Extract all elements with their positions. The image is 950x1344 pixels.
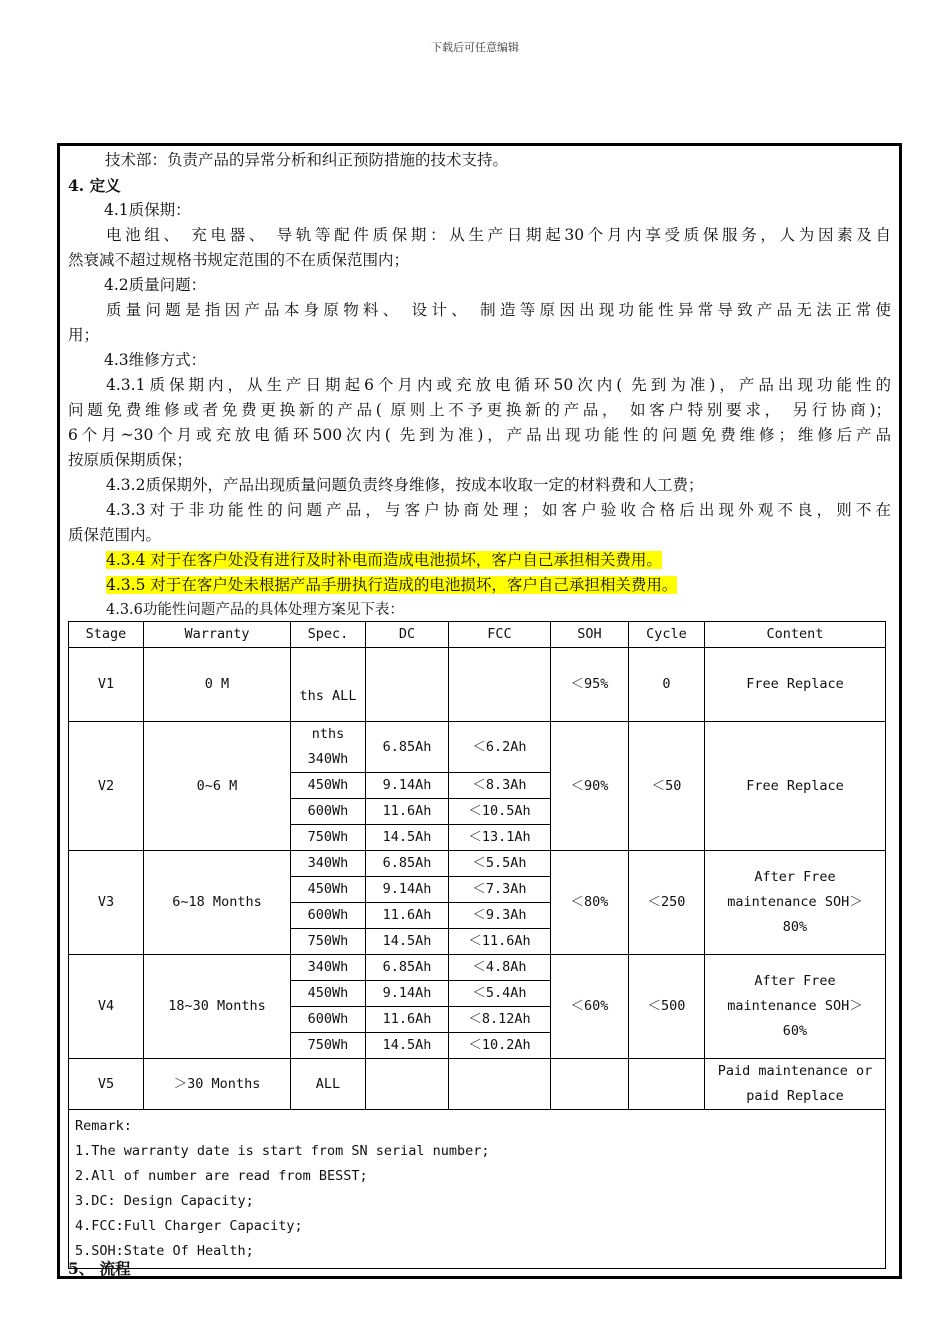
- content-cell: Free Replace: [705, 648, 886, 722]
- fcc-cell: [449, 648, 551, 722]
- soh-cell: ＜60%: [551, 955, 629, 1059]
- warranty-cell: ＞30 Months: [144, 1059, 291, 1110]
- table-header: DC: [366, 622, 449, 648]
- spec-cell: 340Wh: [291, 955, 366, 981]
- subheading-4-1: 4.1质保期：: [104, 201, 191, 219]
- fcc-cell: ＜10.2Ah: [449, 1033, 551, 1059]
- fcc-cell: ＜11.6Ah: [449, 929, 551, 955]
- paragraph-4-2-line2: 用；: [68, 326, 100, 344]
- section-4-heading: 4. 定义: [68, 176, 121, 195]
- dc-cell: 14.5Ah: [366, 825, 449, 851]
- paragraph-4-3-3-line2: 质保范围内。: [68, 526, 162, 544]
- cycle-cell: ＜500: [629, 955, 705, 1059]
- paragraph-4-3-1-line4: 按原质保期质保；: [68, 451, 193, 469]
- stage-cell: V3: [69, 851, 144, 955]
- section-5-heading: 5、 流程: [68, 1259, 131, 1278]
- paragraph-4-3-1-line2: 问题免费维修或者免费更换新的产品( 原则上不予更换新的产品， 如客户特别要求， 另行协商)；: [68, 401, 891, 419]
- spec-cell: 450Wh: [291, 877, 366, 903]
- dc-cell: 6.85Ah: [366, 955, 449, 981]
- paragraph-4-3-4: [106, 548, 662, 573]
- dc-cell: [366, 1059, 449, 1110]
- highlight-4-3-4: 4.3.4 对于在客户处没有进行及时补电而造成电池损坏，客户自己承担相关费用。: [106, 551, 662, 569]
- dc-cell: 9.14Ah: [366, 981, 449, 1007]
- table-row: [69, 648, 886, 722]
- fcc-cell: ＜10.5Ah: [449, 799, 551, 825]
- fcc-cell: ＜8.12Ah: [449, 1007, 551, 1033]
- fcc-cell: ＜8.3Ah: [449, 773, 551, 799]
- remark-cell: [69, 1110, 886, 1269]
- dc-cell: 14.5Ah: [366, 1033, 449, 1059]
- content-cell: Paid maintenance or paid Replace: [705, 1059, 886, 1110]
- spec-cell: 750Wh: [291, 1033, 366, 1059]
- fcc-cell: ＜13.1Ah: [449, 825, 551, 851]
- remark-item: 2.All of number are read from BESST;: [75, 1168, 368, 1184]
- spec-cell: ths ALL: [291, 648, 366, 722]
- dc-cell: 6.85Ah: [366, 722, 449, 773]
- table-row: [69, 851, 886, 877]
- remark-title: Remark:: [75, 1118, 132, 1134]
- paragraph-4-3-1-line1: 4.3.1质保期内，从生产日期起6个月内或充放电循环50次内( 先到为准)，产品出现功能性的: [106, 376, 891, 394]
- paragraph-4-1-line2: 然衰减不超过规格书规定范围的不在质保范围内；: [68, 251, 410, 269]
- table-header: Cycle: [629, 622, 705, 648]
- paragraph-4-3-1-line3: 6个月~30个月或充放电循环500次内( 先到为准)，产品出现功能性的问题免费维修；维修后产品: [68, 426, 891, 444]
- dc-cell: 11.6Ah: [366, 799, 449, 825]
- remark-row: [69, 1110, 886, 1269]
- spec-cell: 750Wh: [291, 825, 366, 851]
- paragraph-4-1-line1: 电池组、 充电器、 导轨等配件质保期：从生产日期起30个月内享受质保服务，人为因素及自: [106, 226, 891, 244]
- remark-item: 4.FCC:Full Charger Capacity;: [75, 1218, 303, 1234]
- spec-cell: 600Wh: [291, 799, 366, 825]
- spec-cell: nths 340Wh: [291, 722, 366, 773]
- dc-cell: 11.6Ah: [366, 903, 449, 929]
- warranty-table: [68, 621, 886, 1269]
- cycle-cell: [629, 1059, 705, 1110]
- soh-cell: ＜90%: [551, 722, 629, 851]
- fcc-cell: ＜5.5Ah: [449, 851, 551, 877]
- stage-cell: V5: [69, 1059, 144, 1110]
- table-header: Stage: [69, 622, 144, 648]
- subheading-4-2: 4.2质量问题：: [104, 276, 207, 294]
- spec-cell: ALL: [291, 1059, 366, 1110]
- table-header: SOH: [551, 622, 629, 648]
- paragraph-4-3-2: 4.3.2质保期外，产品出现质量问题负责终身维修，按成本收取一定的材料费和人工费；: [106, 476, 704, 494]
- content-cell: Free Replace: [705, 722, 886, 851]
- warranty-cell: 0 M: [144, 648, 291, 722]
- remark-item: 5.SOH:State Of Health;: [75, 1243, 254, 1259]
- paragraph-tech-dept: 技术部：负责产品的异常分析和纠正预防措施的技术支持。: [105, 151, 509, 169]
- subheading-4-3: 4.3维修方式：: [104, 351, 207, 369]
- dc-cell: [366, 648, 449, 722]
- soh-cell: ＜80%: [551, 851, 629, 955]
- table-header: FCC: [449, 622, 551, 648]
- warranty-cell: 6~18 Months: [144, 851, 291, 955]
- soh-cell: [551, 1059, 629, 1110]
- table-header: Spec.: [291, 622, 366, 648]
- dc-cell: 11.6Ah: [366, 1007, 449, 1033]
- fcc-cell: [449, 1059, 551, 1110]
- paragraph-4-3-3-line1: 4.3.3对于非功能性的问题产品，与客户协商处理；如客户验收合格后出现外观不良，则不在: [106, 501, 891, 519]
- table-row: [69, 955, 886, 981]
- spec-cell: 450Wh: [291, 981, 366, 1007]
- dc-cell: 14.5Ah: [366, 929, 449, 955]
- remark-item: 1.The warranty date is start from SN serial number;: [75, 1143, 490, 1159]
- table-row: [69, 1059, 886, 1110]
- cycle-cell: ＜50: [629, 722, 705, 851]
- warranty-cell: 0~6 M: [144, 722, 291, 851]
- table-row: [69, 722, 886, 773]
- fcc-cell: ＜9.3Ah: [449, 903, 551, 929]
- table-header: Warranty: [144, 622, 291, 648]
- highlight-4-3-5: 4.3.5 对于在客户处未根据产品手册执行造成的电池损坏，客户自己承担相关费用。: [106, 576, 678, 594]
- content-cell: After Free maintenance SOH＞60%: [705, 955, 886, 1059]
- dc-cell: 9.14Ah: [366, 877, 449, 903]
- header-note: 下载后可任意编辑: [431, 41, 519, 54]
- spec-cell: 450Wh: [291, 773, 366, 799]
- spec-cell: 750Wh: [291, 929, 366, 955]
- spec-cell: 600Wh: [291, 903, 366, 929]
- stage-cell: V2: [69, 722, 144, 851]
- remark-item: 3.DC: Design Capacity;: [75, 1193, 254, 1209]
- paragraph-4-3-5: [106, 573, 677, 598]
- stage-cell: V1: [69, 648, 144, 722]
- table-header-row: [69, 622, 886, 648]
- fcc-cell: ＜6.2Ah: [449, 722, 551, 773]
- fcc-cell: ＜5.4Ah: [449, 981, 551, 1007]
- paragraph-4-3-6: 4.3.6功能性问题产品的具体处理方案见下表：: [106, 602, 404, 618]
- spec-cell: 340Wh: [291, 851, 366, 877]
- document-frame: [57, 143, 902, 1279]
- stage-cell: V4: [69, 955, 144, 1059]
- content-cell: After Free maintenance SOH＞80%: [705, 851, 886, 955]
- warranty-cell: 18~30 Months: [144, 955, 291, 1059]
- fcc-cell: ＜7.3Ah: [449, 877, 551, 903]
- dc-cell: 6.85Ah: [366, 851, 449, 877]
- soh-cell: ＜95%: [551, 648, 629, 722]
- table-header: Content: [705, 622, 886, 648]
- paragraph-4-2-line1: 质量问题是指因产品本身原物料、 设计、 制造等原因出现功能性异常导致产品无法正常使: [106, 301, 891, 319]
- dc-cell: 9.14Ah: [366, 773, 449, 799]
- fcc-cell: ＜4.8Ah: [449, 955, 551, 981]
- cycle-cell: 0: [629, 648, 705, 722]
- spec-cell: 600Wh: [291, 1007, 366, 1033]
- cycle-cell: ＜250: [629, 851, 705, 955]
